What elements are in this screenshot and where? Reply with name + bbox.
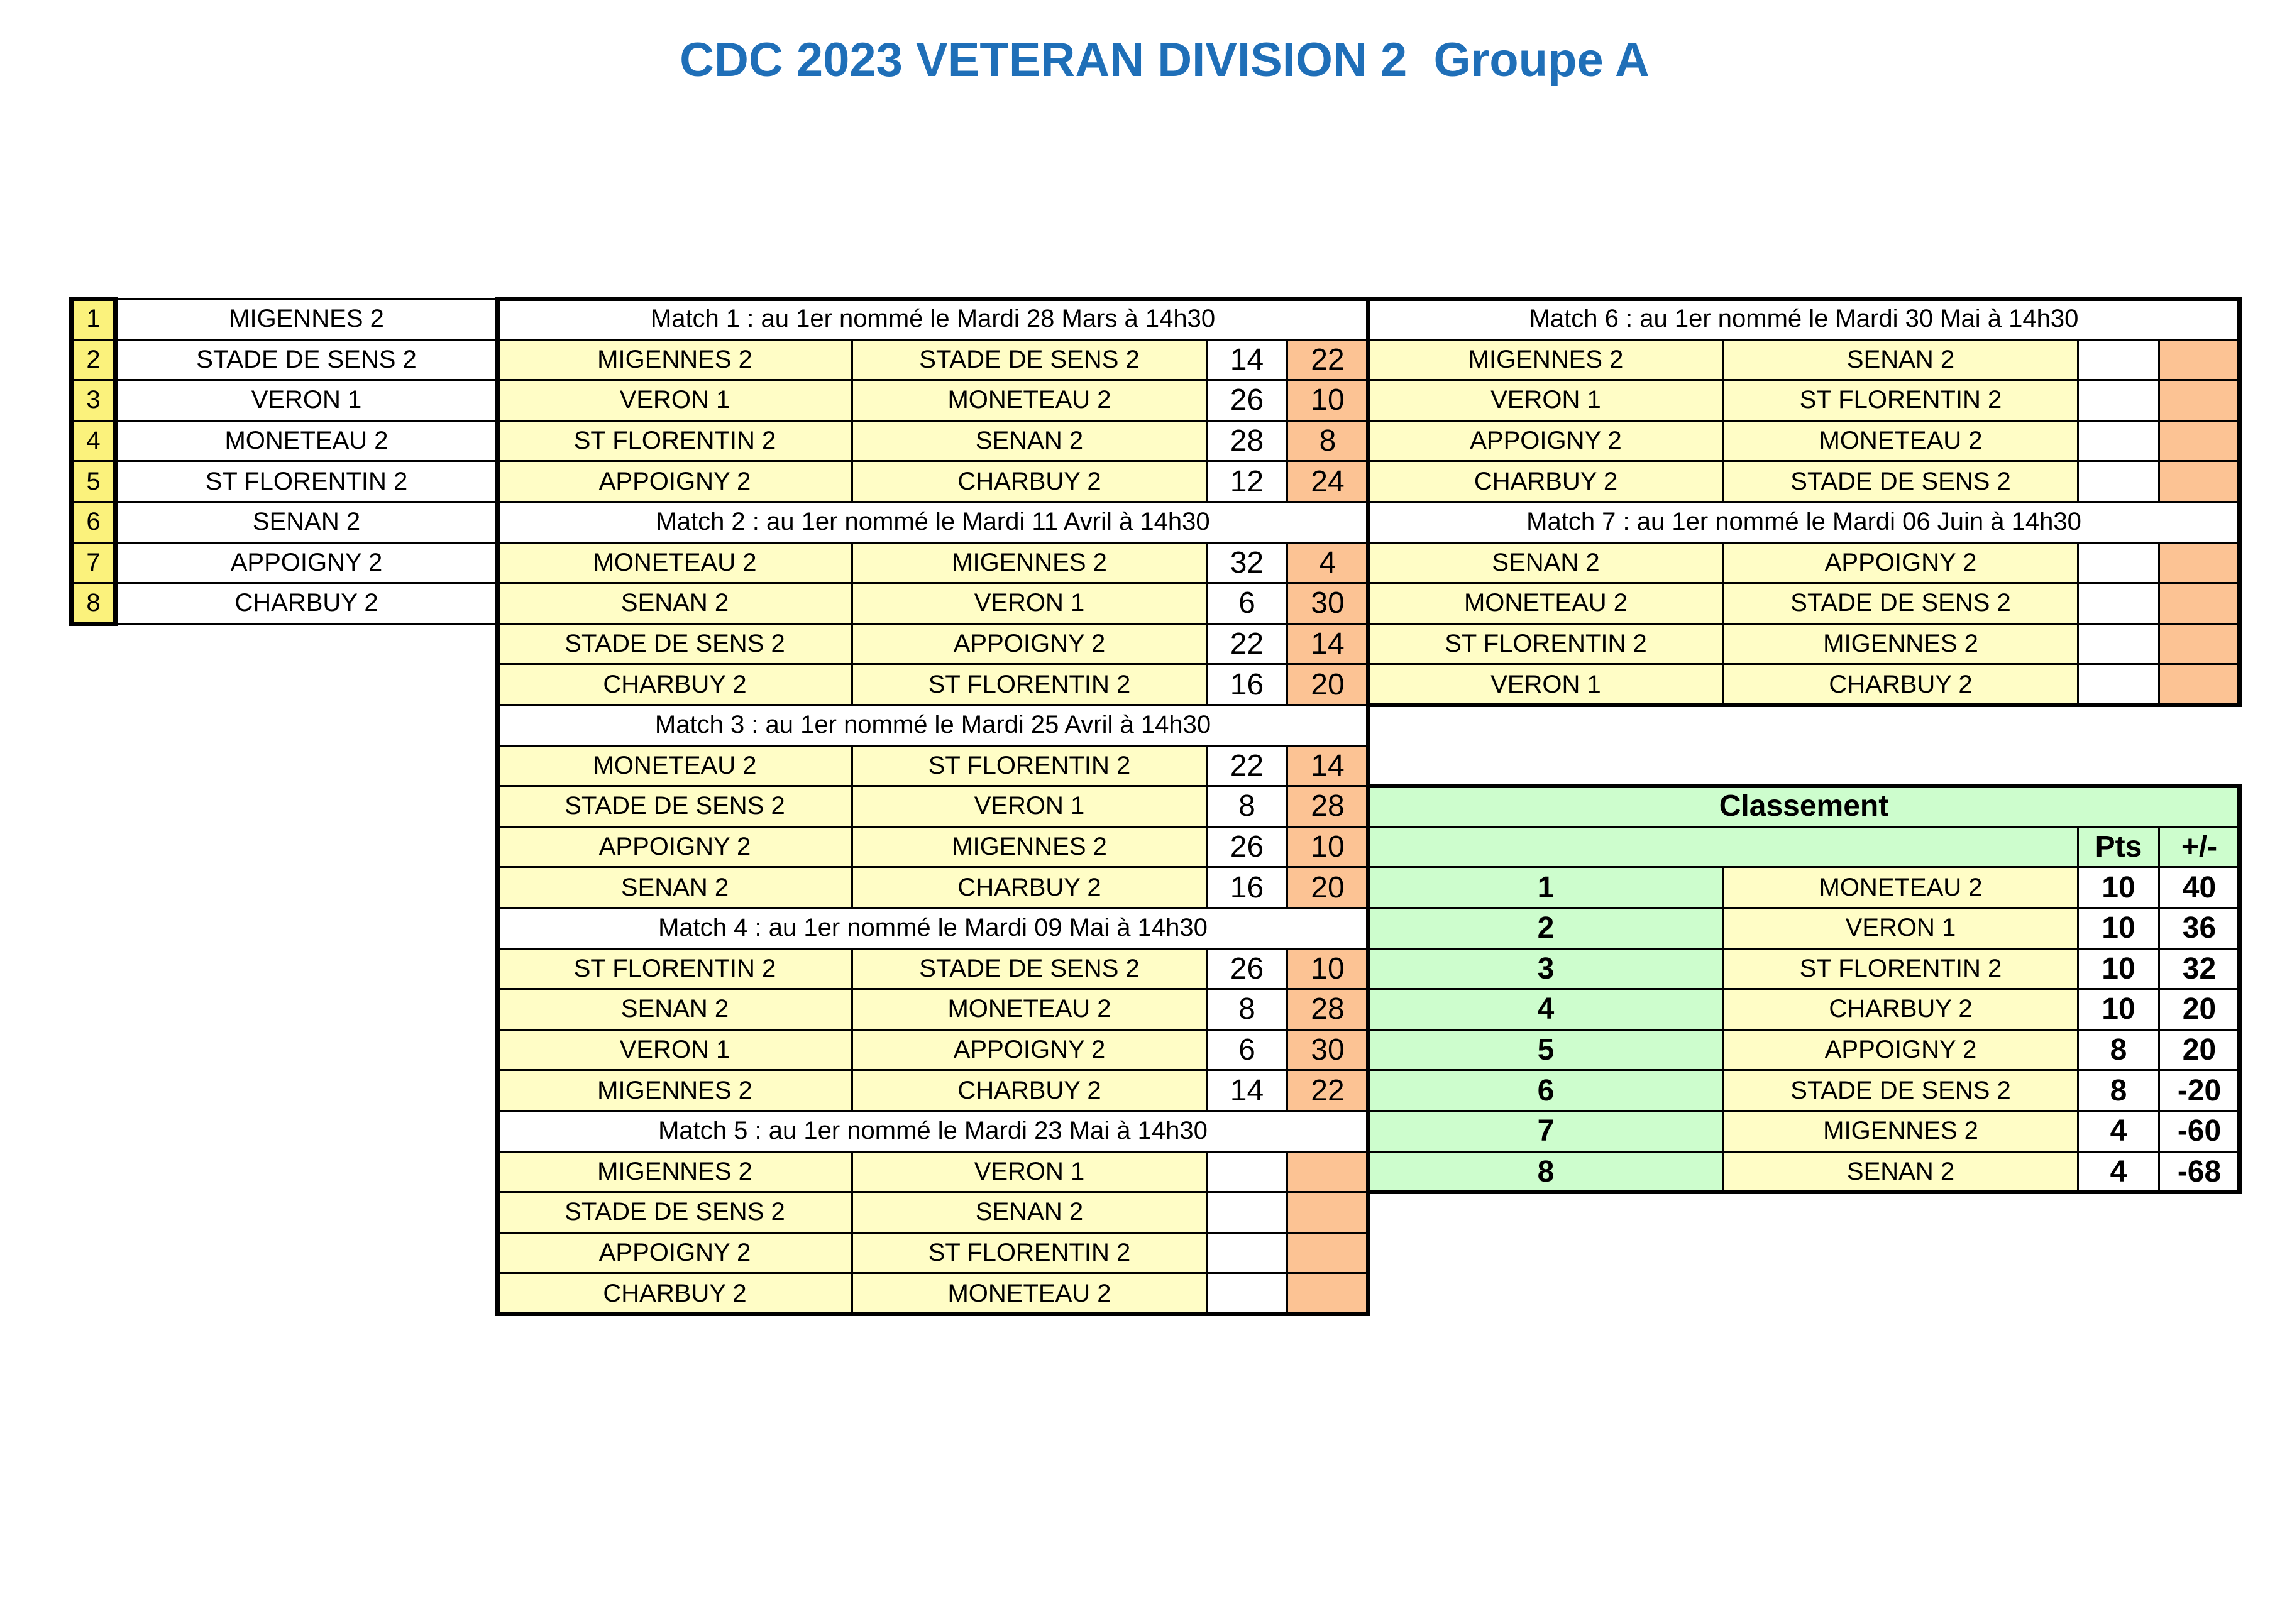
away-score <box>2158 542 2240 584</box>
home-score <box>2077 623 2160 666</box>
team-name: MONETEAU 2 <box>114 420 499 463</box>
home-team: MIGENNES 2 <box>497 1069 853 1112</box>
team-name: VERON 1 <box>114 379 499 422</box>
ranked-team: APPOIGNY 2 <box>1722 1029 2079 1072</box>
away-team: MONETEAU 2 <box>851 988 1208 1031</box>
away-team: ST FLORENTIN 2 <box>851 1232 1208 1275</box>
match-header: Match 3 : au 1er nommé le Mardi 25 Avril à 14h30 <box>497 704 1369 747</box>
away-team: APPOIGNY 2 <box>1722 542 2079 584</box>
goal-difference: 20 <box>2158 988 2240 1031</box>
home-score <box>1206 1191 1288 1234</box>
away-score <box>2158 379 2240 422</box>
team-name: APPOIGNY 2 <box>114 542 499 584</box>
home-team: VERON 1 <box>1367 379 1724 422</box>
rank: 7 <box>1367 1110 1724 1153</box>
away-score: 14 <box>1286 623 1369 666</box>
points: 10 <box>2077 866 2160 909</box>
away-score: 8 <box>1286 420 1369 463</box>
away-score <box>1286 1272 1369 1315</box>
page-title: CDC 2023 VETERAN DIVISION 2 Groupe A <box>680 33 1650 87</box>
home-team: APPOIGNY 2 <box>1367 420 1724 463</box>
away-team: MIGENNES 2 <box>851 542 1208 584</box>
away-score: 28 <box>1286 785 1369 828</box>
classement-spacer <box>1367 826 2079 869</box>
rank: 8 <box>1367 1151 1724 1193</box>
home-score: 8 <box>1206 988 1288 1031</box>
away-team: SENAN 2 <box>851 420 1208 463</box>
away-team: VERON 1 <box>851 582 1208 625</box>
match-header: Match 1 : au 1er nommé le Mardi 28 Mars à 14h30 <box>497 298 1369 341</box>
rank: 6 <box>1367 1069 1724 1112</box>
away-team: ST FLORENTIN 2 <box>851 745 1208 787</box>
away-score: 30 <box>1286 582 1369 625</box>
team-name: STADE DE SENS 2 <box>114 339 499 381</box>
away-team: STADE DE SENS 2 <box>1722 460 2079 503</box>
away-team: APPOIGNY 2 <box>851 1029 1208 1072</box>
away-score <box>1286 1151 1369 1193</box>
rank: 5 <box>1367 1029 1724 1072</box>
points: 10 <box>2077 988 2160 1031</box>
home-team: MIGENNES 2 <box>497 339 853 381</box>
ranked-team: CHARBUY 2 <box>1722 988 2079 1031</box>
away-team: VERON 1 <box>851 785 1208 828</box>
home-team: APPOIGNY 2 <box>497 1232 853 1275</box>
home-team: VERON 1 <box>1367 663 1724 706</box>
home-score: 28 <box>1206 420 1288 463</box>
home-score: 14 <box>1206 339 1288 381</box>
home-score <box>1206 1272 1288 1315</box>
home-team: SENAN 2 <box>1367 542 1724 584</box>
home-team: ST FLORENTIN 2 <box>1367 623 1724 666</box>
team-number: 6 <box>70 501 116 544</box>
home-score <box>1206 1151 1288 1193</box>
goal-difference: 40 <box>2158 866 2240 909</box>
rank: 4 <box>1367 988 1724 1031</box>
rank: 3 <box>1367 948 1724 990</box>
home-team: STADE DE SENS 2 <box>497 1191 853 1234</box>
team-number: 8 <box>70 582 116 625</box>
away-team: ST FLORENTIN 2 <box>1722 379 2079 422</box>
goal-difference: 36 <box>2158 907 2240 950</box>
team-number: 3 <box>70 379 116 422</box>
away-score: 24 <box>1286 460 1369 503</box>
away-team: CHARBUY 2 <box>851 1069 1208 1112</box>
away-team: MIGENNES 2 <box>851 826 1208 869</box>
home-team: CHARBUY 2 <box>497 663 853 706</box>
home-team: SENAN 2 <box>497 866 853 909</box>
away-team: MONETEAU 2 <box>1722 420 2079 463</box>
home-team: MIGENNES 2 <box>1367 339 1724 381</box>
goal-difference: -20 <box>2158 1069 2240 1112</box>
away-team: STADE DE SENS 2 <box>1722 582 2079 625</box>
away-team: SENAN 2 <box>1722 339 2079 381</box>
team-name: MIGENNES 2 <box>114 298 499 341</box>
home-team: ST FLORENTIN 2 <box>497 420 853 463</box>
home-team: CHARBUY 2 <box>497 1272 853 1315</box>
home-score: 22 <box>1206 623 1288 666</box>
classement-title: Classement <box>1367 785 2240 828</box>
ranked-team: SENAN 2 <box>1722 1151 2079 1193</box>
away-team: MONETEAU 2 <box>851 379 1208 422</box>
home-score <box>2077 460 2160 503</box>
away-score: 22 <box>1286 339 1369 381</box>
away-team: STADE DE SENS 2 <box>851 339 1208 381</box>
home-score <box>2077 663 2160 706</box>
pts-header: Pts <box>2077 826 2160 869</box>
away-score: 10 <box>1286 379 1369 422</box>
home-team: STADE DE SENS 2 <box>497 623 853 666</box>
points: 10 <box>2077 948 2160 990</box>
away-team: MIGENNES 2 <box>1722 623 2079 666</box>
points: 8 <box>2077 1069 2160 1112</box>
away-score: 22 <box>1286 1069 1369 1112</box>
ranked-team: ST FLORENTIN 2 <box>1722 948 2079 990</box>
home-team: APPOIGNY 2 <box>497 460 853 503</box>
ranked-team: VERON 1 <box>1722 907 2079 950</box>
team-name: CHARBUY 2 <box>114 582 499 625</box>
home-team: STADE DE SENS 2 <box>497 785 853 828</box>
goal-difference: 32 <box>2158 948 2240 990</box>
away-team: VERON 1 <box>851 1151 1208 1193</box>
goal-difference: -68 <box>2158 1151 2240 1193</box>
home-team: CHARBUY 2 <box>1367 460 1724 503</box>
home-score <box>1206 1232 1288 1275</box>
match-header: Match 7 : au 1er nommé le Mardi 06 Juin à 14h30 <box>1367 501 2240 544</box>
home-team: APPOIGNY 2 <box>497 826 853 869</box>
match-header: Match 2 : au 1er nommé le Mardi 11 Avril à 14h30 <box>497 501 1369 544</box>
away-score: 28 <box>1286 988 1369 1031</box>
home-team: MIGENNES 2 <box>497 1151 853 1193</box>
goal-difference: -60 <box>2158 1110 2240 1153</box>
match-header: Match 5 : au 1er nommé le Mardi 23 Mai à 14h30 <box>497 1110 1369 1153</box>
home-score: 26 <box>1206 948 1288 990</box>
away-score <box>1286 1191 1369 1234</box>
away-team: CHARBUY 2 <box>851 866 1208 909</box>
away-score <box>2158 623 2240 666</box>
away-team: MONETEAU 2 <box>851 1272 1208 1315</box>
ranked-team: MIGENNES 2 <box>1722 1110 2079 1153</box>
ranked-team: MONETEAU 2 <box>1722 866 2079 909</box>
home-team: SENAN 2 <box>497 988 853 1031</box>
away-score: 30 <box>1286 1029 1369 1072</box>
home-score: 14 <box>1206 1069 1288 1112</box>
home-team: MONETEAU 2 <box>1367 582 1724 625</box>
home-score <box>2077 542 2160 584</box>
away-score <box>2158 582 2240 625</box>
team-number: 2 <box>70 339 116 381</box>
away-score <box>2158 339 2240 381</box>
team-number: 7 <box>70 542 116 584</box>
home-score <box>2077 379 2160 422</box>
home-score <box>2077 582 2160 625</box>
home-score: 26 <box>1206 826 1288 869</box>
home-score: 8 <box>1206 785 1288 828</box>
ranked-team: STADE DE SENS 2 <box>1722 1069 2079 1112</box>
points: 4 <box>2077 1110 2160 1153</box>
match-header: Match 6 : au 1er nommé le Mardi 30 Mai à 14h30 <box>1367 298 2240 341</box>
goal-difference: 20 <box>2158 1029 2240 1072</box>
diff-header: +/- <box>2158 826 2240 869</box>
home-team: ST FLORENTIN 2 <box>497 948 853 990</box>
away-score <box>2158 420 2240 463</box>
away-score <box>2158 663 2240 706</box>
team-number: 1 <box>70 298 116 341</box>
away-score: 20 <box>1286 663 1369 706</box>
rank: 2 <box>1367 907 1724 950</box>
home-team: VERON 1 <box>497 1029 853 1072</box>
away-score: 4 <box>1286 542 1369 584</box>
away-team: STADE DE SENS 2 <box>851 948 1208 990</box>
points: 8 <box>2077 1029 2160 1072</box>
home-score: 26 <box>1206 379 1288 422</box>
points: 4 <box>2077 1151 2160 1193</box>
away-team: APPOIGNY 2 <box>851 623 1208 666</box>
home-score: 16 <box>1206 663 1288 706</box>
home-score <box>2077 420 2160 463</box>
team-name: SENAN 2 <box>114 501 499 544</box>
away-score: 20 <box>1286 866 1369 909</box>
home-team: VERON 1 <box>497 379 853 422</box>
home-team: MONETEAU 2 <box>497 745 853 787</box>
home-score: 22 <box>1206 745 1288 787</box>
away-team: ST FLORENTIN 2 <box>851 663 1208 706</box>
home-team: SENAN 2 <box>497 582 853 625</box>
home-score: 12 <box>1206 460 1288 503</box>
away-team: CHARBUY 2 <box>1722 663 2079 706</box>
rank: 1 <box>1367 866 1724 909</box>
team-number: 4 <box>70 420 116 463</box>
points: 10 <box>2077 907 2160 950</box>
away-score: 10 <box>1286 826 1369 869</box>
away-score: 14 <box>1286 745 1369 787</box>
team-number: 5 <box>70 460 116 503</box>
away-score: 10 <box>1286 948 1369 990</box>
home-score <box>2077 339 2160 381</box>
home-score: 32 <box>1206 542 1288 584</box>
away-score <box>2158 460 2240 503</box>
home-score: 6 <box>1206 1029 1288 1072</box>
home-score: 6 <box>1206 582 1288 625</box>
away-score <box>1286 1232 1369 1275</box>
home-score: 16 <box>1206 866 1288 909</box>
team-name: ST FLORENTIN 2 <box>114 460 499 503</box>
away-team: CHARBUY 2 <box>851 460 1208 503</box>
home-team: MONETEAU 2 <box>497 542 853 584</box>
away-team: SENAN 2 <box>851 1191 1208 1234</box>
match-header: Match 4 : au 1er nommé le Mardi 09 Mai à 14h30 <box>497 907 1369 950</box>
